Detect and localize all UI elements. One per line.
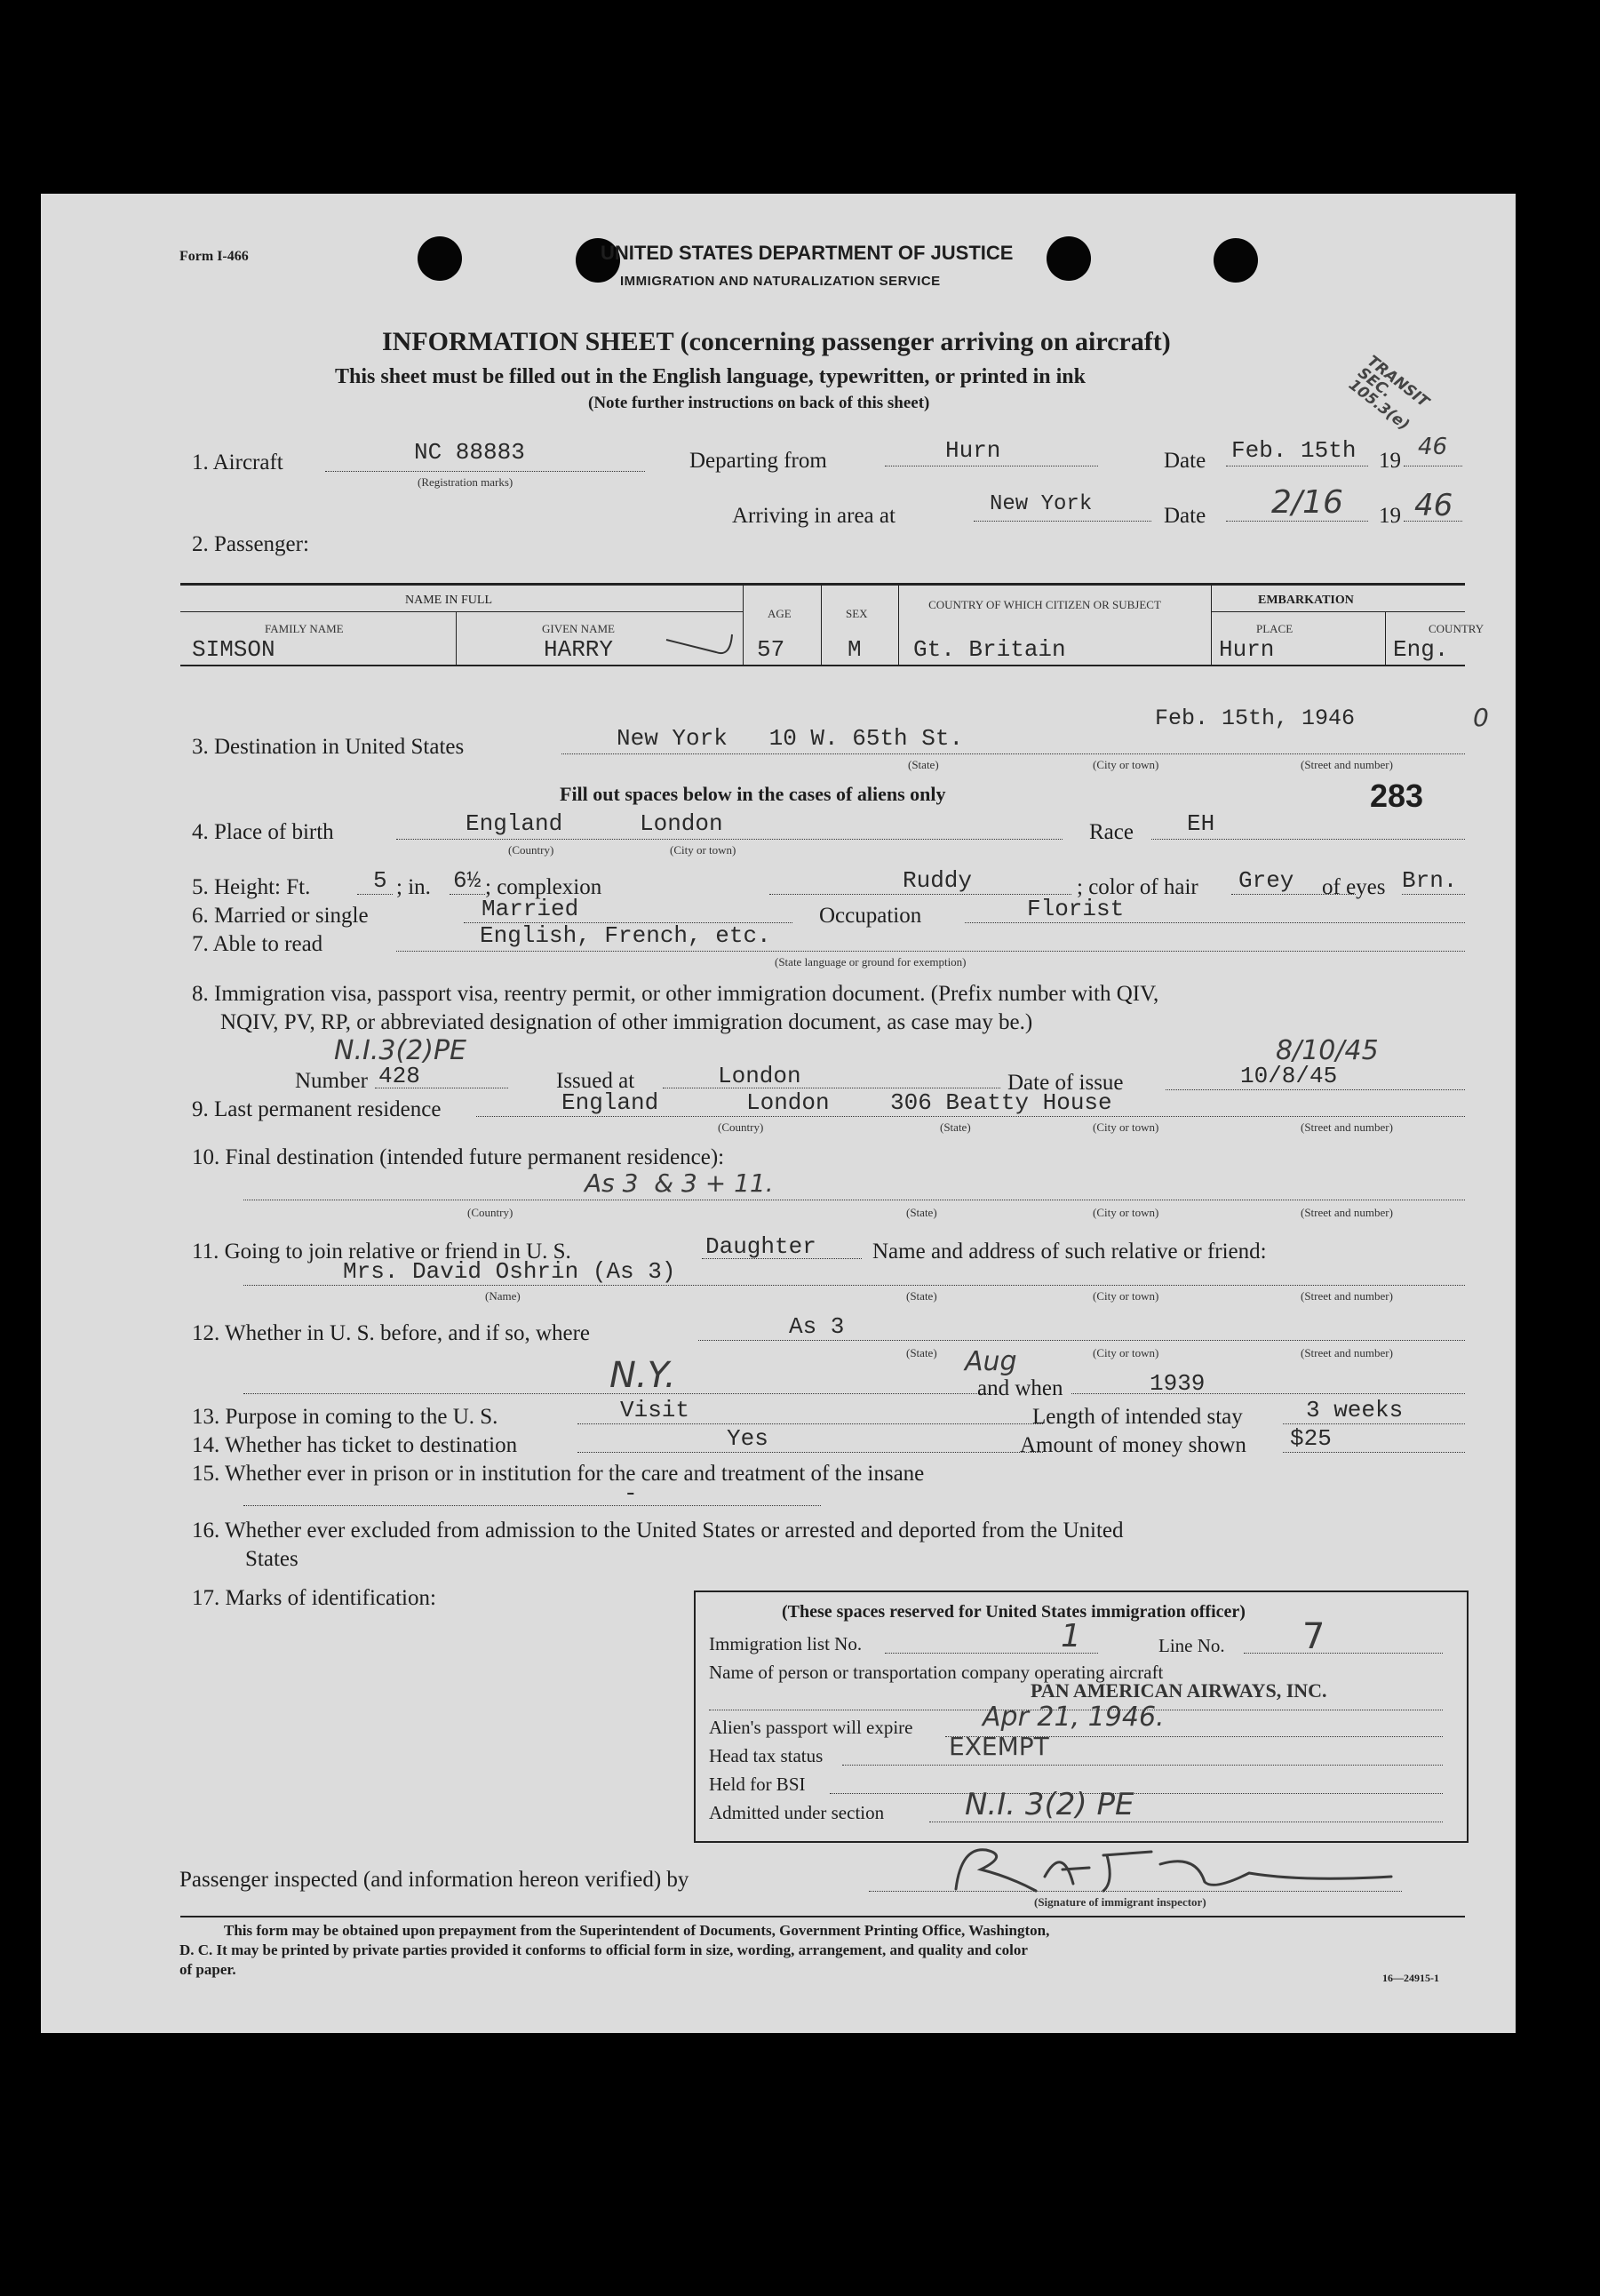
race-label: Race	[1089, 820, 1134, 844]
prison-value: -	[624, 1480, 638, 1507]
aircraft-value: NC 88883	[414, 439, 525, 466]
bsi-label: Held for BSI	[709, 1774, 806, 1795]
aliens-only-heading: Fill out spaces below in the cases of aliens only	[560, 783, 946, 805]
form-id: Form I-466	[179, 249, 249, 264]
residence-country: England	[561, 1089, 659, 1116]
eyes-label: of eyes	[1322, 875, 1386, 899]
hair-value: Grey	[1238, 867, 1294, 894]
col-place: PLACE	[1256, 622, 1294, 635]
height-in-value: 6½	[453, 867, 482, 894]
given-name-value: HARRY	[544, 636, 614, 663]
sequence-number: 283	[1370, 777, 1424, 814]
passenger-label: 2. Passenger:	[192, 532, 309, 556]
final-dest-caption-state: (State)	[906, 1206, 937, 1219]
destination-caption-state: (State)	[908, 758, 939, 771]
destination-label: 3. Destination in United States	[192, 735, 465, 759]
service-title: IMMIGRATION AND NATURALIZATION SERVICE	[620, 274, 941, 289]
excluded-label-line2: States	[245, 1547, 299, 1571]
date2-label: Date	[1164, 504, 1206, 528]
complexion-value: Ruddy	[903, 867, 973, 894]
sheet-subtitle: This sheet must be filled out in the English language, typewritten, or printed in ink	[335, 365, 1086, 388]
date-label: Date	[1164, 449, 1206, 473]
section-label: Admitted under section	[709, 1802, 885, 1823]
height-ft-value: 5	[373, 867, 387, 894]
line-label: Line No.	[1158, 1635, 1225, 1656]
visa-label-line1: 8. Immigration visa, passport visa, reentry permit, or other immigration document. (Prefix number with QIV,	[192, 982, 1159, 1006]
ticket-value: Yes	[727, 1425, 768, 1452]
sheet-title: INFORMATION SHEET (concerning passenger arriving on aircraft)	[382, 327, 1171, 356]
read-caption: (State language or ground for exemption)	[775, 955, 967, 969]
relative-value: Daughter	[705, 1233, 816, 1260]
sex-value: M	[848, 636, 862, 663]
relative-caption-name: (Name)	[485, 1289, 521, 1303]
visa-date-handwritten: 8/10/45	[1276, 1035, 1379, 1066]
height-in-label: ; in.	[396, 875, 431, 899]
money-label: Amount of money shown	[1020, 1433, 1246, 1457]
aircraft-caption: (Registration marks)	[418, 475, 513, 489]
number-value: 428	[378, 1063, 420, 1089]
visa-label-line2: NQIV, PV, RP, or abbreviated designation of other immigration document, as case may be.)	[220, 1010, 1033, 1034]
line-value: 7	[1302, 1616, 1325, 1657]
col-emb-country: COUNTRY	[1429, 622, 1485, 635]
hair-label: ; color of hair	[1077, 875, 1198, 899]
expire-value: Apr 21, 1946.	[983, 1702, 1165, 1733]
destination-caption-city: (City or town)	[1093, 758, 1159, 771]
occupation-label: Occupation	[819, 904, 922, 928]
destination-caption-street: (Street and number)	[1301, 758, 1393, 771]
col-given-name: GIVEN NAME	[542, 622, 615, 635]
country-value: Gt. Britain	[913, 636, 1066, 663]
footer-line1: This form may be obtained upon prepayment from the Superintendent of Documents, Government Printing Office, Washington,	[224, 1922, 1050, 1939]
tax-value: EXEMPT	[949, 1732, 1049, 1761]
race-value: EH	[1187, 810, 1215, 837]
relative-name: Mrs. David Oshrin (As 3)	[343, 1258, 676, 1285]
residence-caption-country: (Country)	[718, 1120, 764, 1134]
before-when-hw: Aug	[965, 1346, 1017, 1377]
birth-caption-country: (Country)	[508, 843, 554, 857]
punch-hole	[1214, 238, 1258, 283]
residence-label: 9. Last permanent residence	[192, 1097, 442, 1121]
form-sheet	[41, 194, 1516, 2033]
list-value: 1	[1061, 1618, 1081, 1654]
expire-label: Alien's passport will expire	[709, 1717, 913, 1738]
stay-value: 3 weeks	[1306, 1397, 1404, 1423]
complexion-label: ; complexion	[485, 875, 602, 899]
married-value: Married	[482, 896, 579, 922]
section-value: N.I. 3(2) PE	[965, 1787, 1134, 1822]
relative-caption-street: (Street and number)	[1301, 1289, 1393, 1303]
eyes-value: Brn.	[1402, 867, 1458, 894]
inspector-signature	[929, 1838, 1427, 1900]
residence-city: London	[746, 1089, 830, 1116]
prison-label: 15. Whether ever in prison or in institution for the care and treatment of the insane	[192, 1462, 925, 1486]
arriving-value: New York	[990, 492, 1093, 516]
col-family-name: FAMILY NAME	[265, 622, 344, 635]
emb-country-value: Eng.	[1393, 636, 1449, 663]
final-dest-label: 10. Final destination (intended future permanent residence):	[192, 1145, 725, 1169]
issue-date-value: 10/8/45	[1240, 1063, 1338, 1089]
purpose-value: Visit	[620, 1397, 690, 1423]
circle-mark: 0	[1473, 703, 1489, 732]
inspected-caption: (Signature of immigrant inspector)	[1034, 1895, 1206, 1909]
inspected-label: Passenger inspected (and information hereon verified) by	[179, 1868, 689, 1892]
destination-value: New York 10 W. 65th St.	[617, 725, 964, 752]
aircraft-label: 1. Aircraft	[192, 450, 283, 474]
place-value: Hurn	[1219, 636, 1275, 663]
officer-box-title: (These spaces reserved for United States immigration officer)	[782, 1602, 1246, 1622]
read-label: 7. Able to read	[192, 932, 323, 956]
issue-date-label: Date of issue	[1007, 1071, 1124, 1095]
issued-label: Issued at	[556, 1069, 635, 1093]
year2-value: 46	[1414, 488, 1453, 523]
stay-label: Length of intended stay	[1032, 1405, 1243, 1429]
punch-hole	[1047, 236, 1091, 281]
birth-country: England	[466, 810, 563, 837]
before-caption-city: (City or town)	[1093, 1346, 1159, 1359]
department-title: UNITED STATES DEPARTMENT OF JUSTICE	[601, 242, 1014, 264]
col-country: COUNTRY OF WHICH CITIZEN OR SUBJECT	[928, 598, 1161, 611]
money-value: $25	[1290, 1425, 1332, 1452]
relative-caption-state: (State)	[906, 1289, 937, 1303]
ticket-label: 14. Whether has ticket to destination	[192, 1433, 518, 1457]
before-value: As 3	[789, 1313, 845, 1340]
col-sex: SEX	[846, 607, 868, 620]
number-label: Number	[295, 1069, 368, 1093]
destination-date-note: Feb. 15th, 1946	[1155, 706, 1356, 731]
footer-line3: of paper.	[179, 1961, 236, 1978]
height-ft-label: 5. Height: Ft.	[192, 875, 311, 899]
before-caption-state: (State)	[906, 1346, 937, 1359]
company-label: Name of person or transportation company operating aircraft	[709, 1662, 1164, 1683]
before-label: 12. Whether in U. S. before, and if so, where	[192, 1321, 591, 1345]
final-dest-caption-city: (City or town)	[1093, 1206, 1159, 1219]
occupation-value: Florist	[1027, 896, 1125, 922]
footer-code: 16—24915-1	[1382, 1972, 1439, 1984]
col-name-in-full: NAME IN FULL	[405, 594, 492, 607]
marks-label: 17. Marks of identification:	[192, 1586, 436, 1610]
residence-street: 306 Beatty House	[890, 1089, 1112, 1116]
when-label: and when	[977, 1376, 1063, 1400]
date-value: Feb. 15th	[1231, 437, 1357, 464]
col-age: AGE	[768, 607, 792, 620]
date2-value: 2/16	[1271, 484, 1343, 521]
birth-label: 4. Place of birth	[192, 820, 334, 844]
relative-name-label: Name and address of such relative or friend:	[872, 1240, 1267, 1264]
final-dest-value: As 3 & 3 + 11.	[585, 1168, 774, 1198]
relative-caption-city: (City or town)	[1093, 1289, 1159, 1303]
issued-value: London	[718, 1063, 801, 1089]
married-label: 6. Married or single	[192, 904, 369, 928]
visa-handwritten: N.I.3(2)PE	[334, 1035, 466, 1066]
list-label: Immigration list No.	[709, 1633, 863, 1654]
excluded-label-line1: 16. Whether ever excluded from admission to the United States or arrested and deported from the United	[192, 1519, 1124, 1543]
before-year: 1939	[1150, 1370, 1206, 1397]
relative-label: 11. Going to join relative or friend in U. S.	[192, 1240, 571, 1264]
residence-caption-state: (State)	[940, 1120, 971, 1134]
year-value: 46	[1418, 434, 1448, 460]
age-value: 57	[757, 636, 785, 663]
birth-caption-city: (City or town)	[670, 843, 736, 857]
departing-label: Departing from	[689, 449, 827, 473]
footer-line2: D. C. It may be printed by private parties provided it conforms to official form in size, wording, arrangement, and quality and color	[179, 1941, 1028, 1958]
residence-caption-street: (Street and number)	[1301, 1120, 1393, 1134]
punch-hole	[418, 236, 462, 281]
departing-value: Hurn	[945, 437, 1001, 464]
year-prefix: 19	[1379, 449, 1401, 473]
before-caption-street: (Street and number)	[1301, 1346, 1393, 1359]
check-mark	[663, 627, 743, 663]
final-dest-caption-street: (Street and number)	[1301, 1206, 1393, 1219]
transit-stamp: TRANSIT SEC. 105.3(e)	[1344, 352, 1433, 434]
purpose-label: 13. Purpose in coming to the U. S.	[192, 1405, 498, 1429]
year2-prefix: 19	[1379, 504, 1401, 528]
residence-caption-city: (City or town)	[1093, 1120, 1159, 1134]
before-where-hw: N.Y.	[609, 1355, 676, 1396]
read-value: English, French, etc.	[480, 922, 771, 949]
birth-city: London	[640, 810, 723, 837]
sheet-note: (Note further instructions on back of this sheet)	[588, 394, 930, 412]
tax-label: Head tax status	[709, 1745, 824, 1766]
col-embarkation: EMBARKATION	[1258, 594, 1354, 607]
family-name-value: SIMSON	[192, 636, 275, 663]
company-value: PAN AMERICAN AIRWAYS, INC.	[1031, 1679, 1327, 1702]
arriving-label: Arriving in area at	[732, 504, 896, 528]
final-dest-caption-country: (Country)	[467, 1206, 513, 1219]
